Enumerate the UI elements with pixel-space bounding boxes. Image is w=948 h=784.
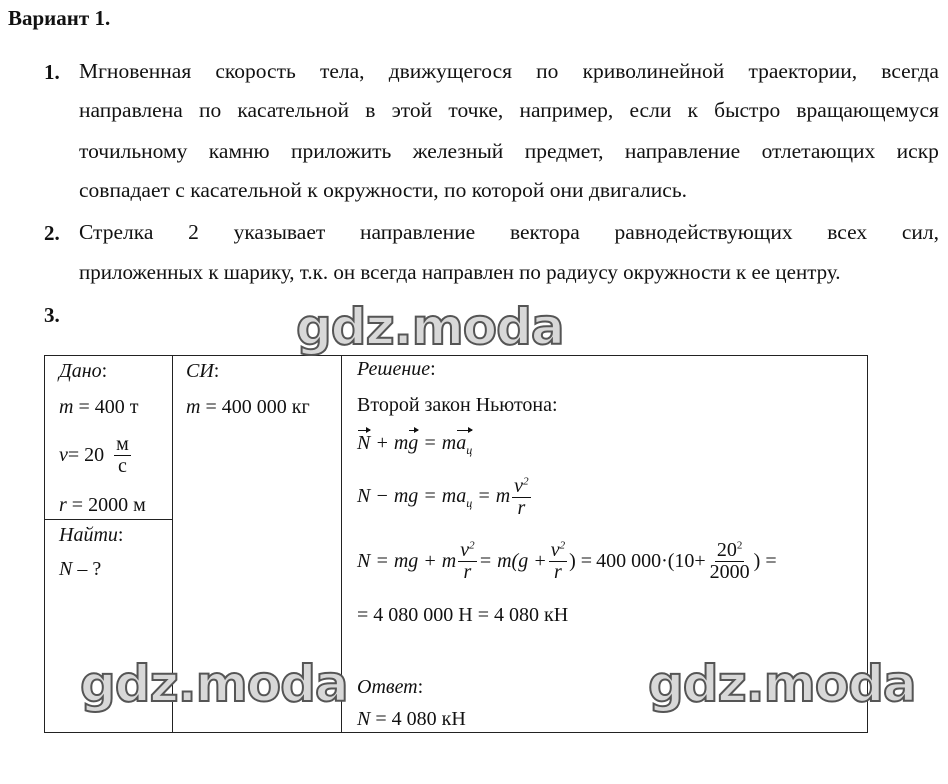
find-header: Найти: [59,524,124,546]
question-1-line-2: направлена по касательной в этой точке, например, если к быстро вращающемуся [79,98,939,122]
variant-title: Вариант 1. [8,6,111,30]
question-1-number: 1. [44,60,60,84]
question-2-line-2: приложенных к шарику, т.к. он всегда направлен по радиусу окружности к ее центру. [79,260,841,284]
velocity-unit-denominator: с [118,455,127,477]
question-2-line-1: Стрелка 2 указывает направление вектора равнодействующих всех сил, [79,220,939,244]
si-mass: m = 400 000 кг [186,396,310,418]
answer-header: Ответ: [357,676,424,698]
question-3-number: 3. [44,303,60,327]
watermark-bottom-left: gdz.moda [80,655,348,713]
mass-value: 400 000 [596,550,662,572]
given-mass: m = 400 т [59,396,139,418]
si-header: СИ: [186,360,220,382]
question-1-line-1: Мгновенная скорость тела, движущегося по криволинейной траектории, всегда [79,59,939,83]
velocity-unit-numerator: м [116,433,129,455]
scalar-equation: N − mg = $ma_ц = m$ $\frac{v^2}{r}$ [357,475,529,519]
vector-equation: N + mg = $ma_ц$ [357,432,473,457]
final-result: = 4 080 000 Н = 4 080 кН [357,604,569,626]
question-1-line-3: точильному камню приложить железный предмет, направление отлетающих искр [79,139,939,163]
answer-value: N = 4 080 кН [357,708,466,730]
watermark-bottom-right: gdz.moda [648,655,916,713]
newton-law-label: Второй закон Ньютона: [357,394,558,416]
question-1-line-4: совпадает с касательной к окружности, по которой они двигались. [79,178,687,202]
given-radius: r = 2000 м [59,494,146,516]
given-header: Дано: [59,360,108,382]
watermark-top: gdz.moda [296,298,564,356]
given-velocity: v = 20 $\frac{м}{с}$ [59,433,129,477]
numeric-equation: N = mg + m $\frac{v^2}{r}$ = m(g + $\frac{v^2}{r}$ ) = 400 000 ·( 10 + $\frac{20^2}{2000}$ ) = [357,539,777,583]
g-value: 10 [674,550,695,572]
find-unknown: N – ? [59,558,102,580]
given-find-divider [45,519,172,520]
solution-header: Решение: [357,358,436,380]
question-2-number: 2. [44,221,60,245]
